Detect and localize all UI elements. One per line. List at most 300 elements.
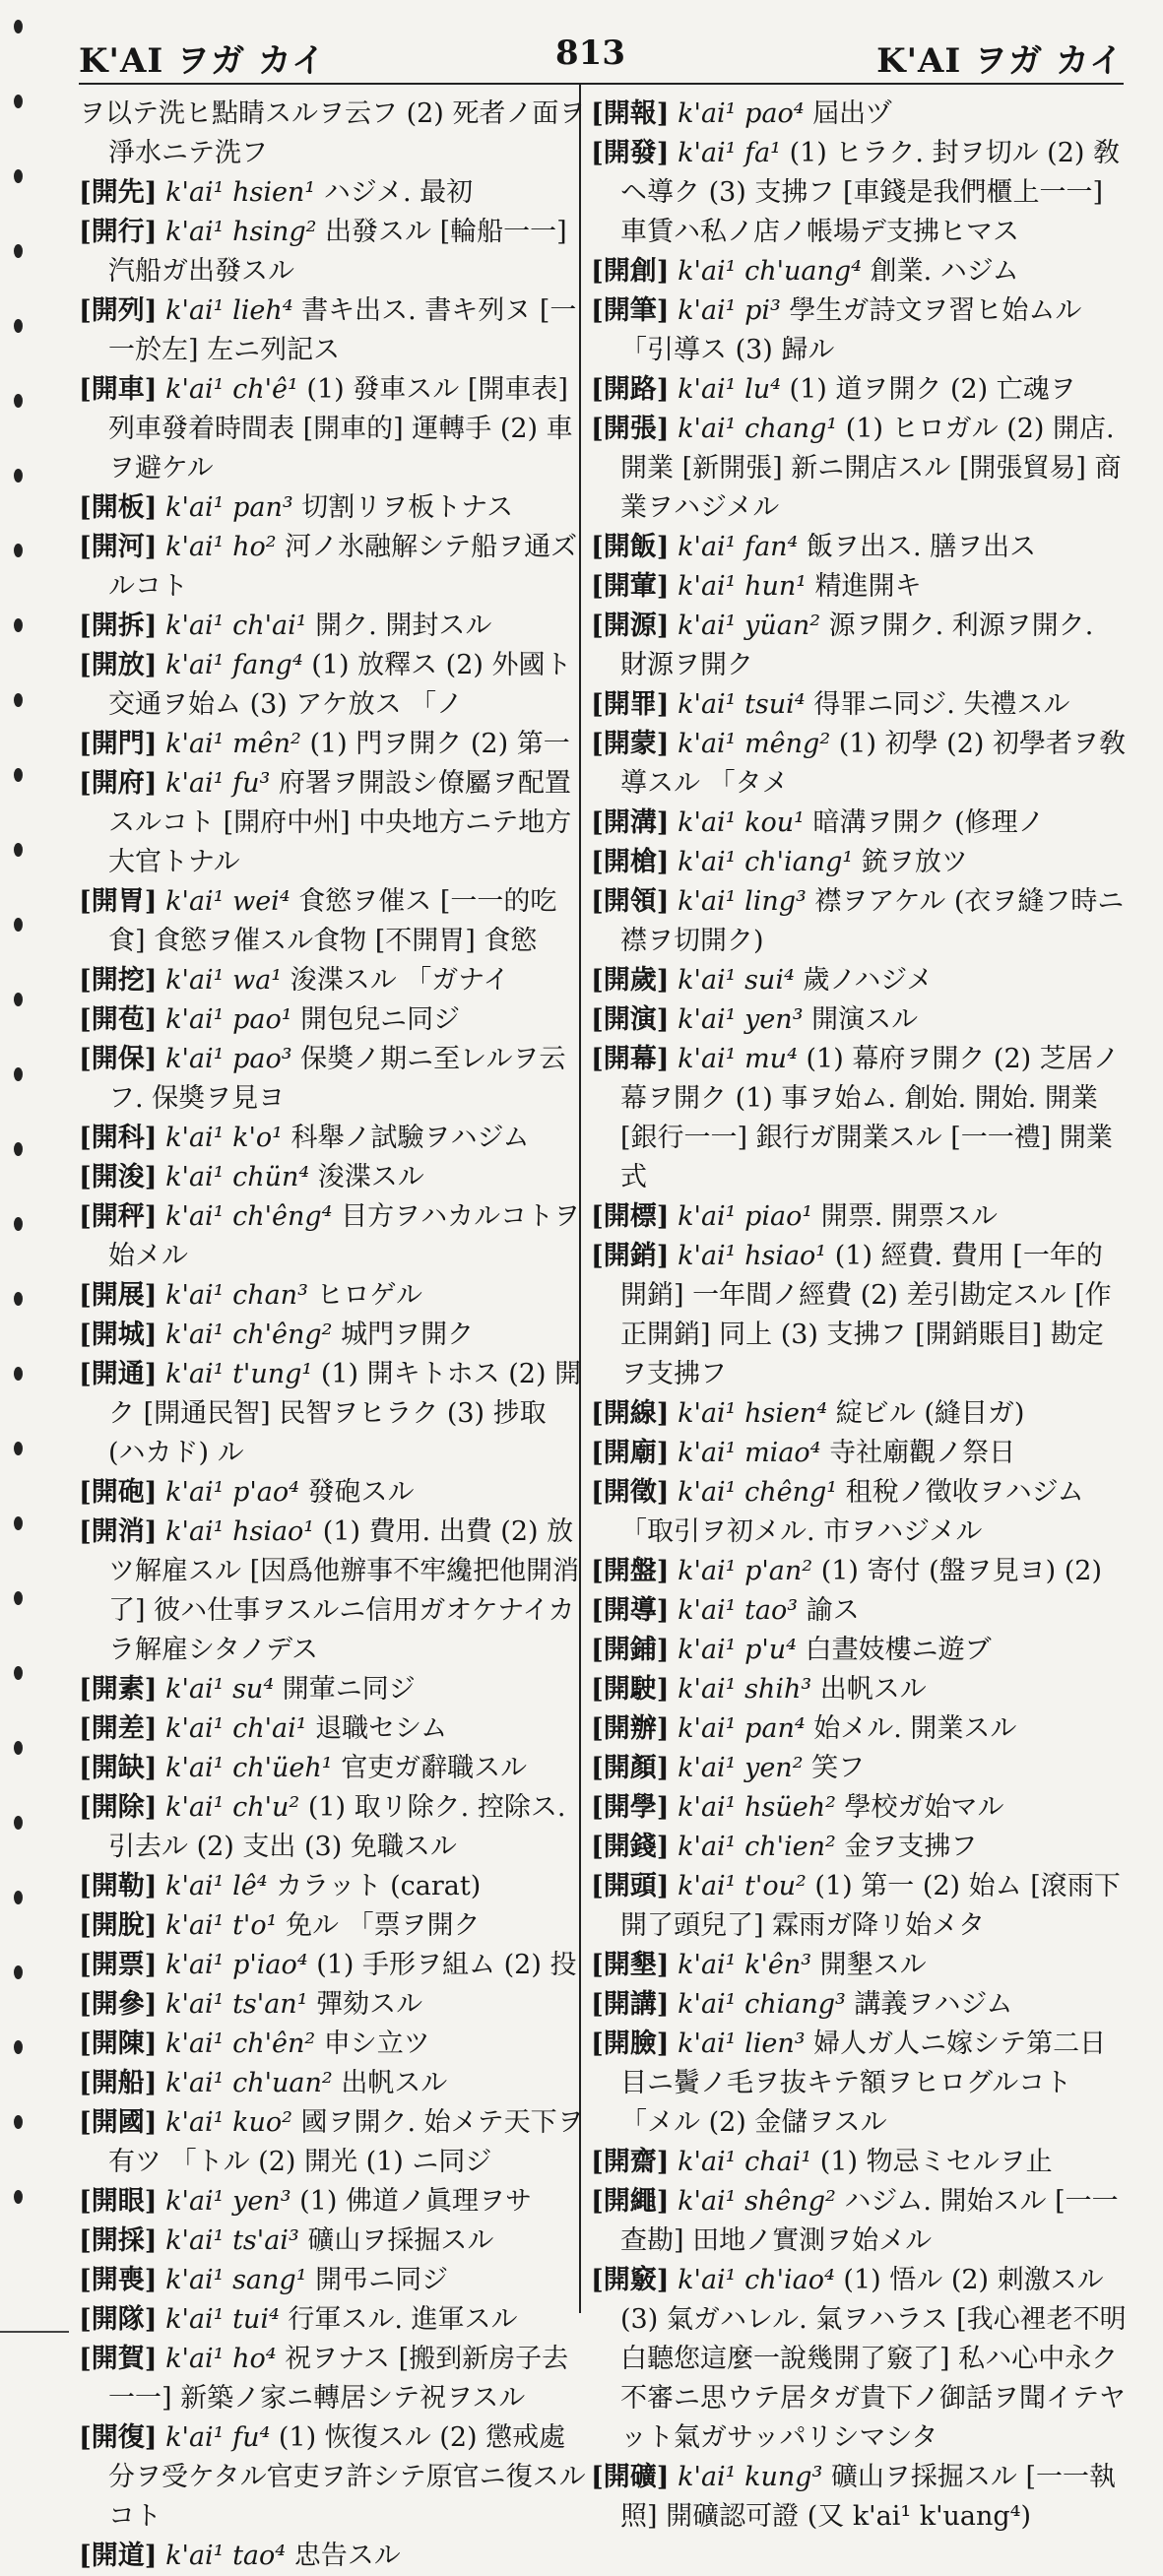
entry-romanization: k'ai¹ shih³ [678,1674,812,1705]
entry-definition: (1) 佛道ノ眞理ヲサ [299,2186,532,2217]
dictionary-entry [591,1631,1128,1670]
margin-dot [14,1442,23,1455]
entry-romanization: k'ai¹ ch'êng² [165,1320,333,1350]
entry-headword: [開府] [79,768,158,799]
entry-romanization: k'ai¹ pao³ [165,1044,292,1074]
dictionary-entry [591,2025,1128,2143]
entry-headword: [開演] [591,1004,670,1035]
entry-headword: [開筆] [591,295,670,326]
entry-definition: (1) 第一 (2) 始ム [滾雨下開了頭兒了] 霖雨ガ降リ始メタ [620,1871,1121,1941]
dictionary-entry [79,1316,591,1355]
entry-definition: 金ヲ支拂フ [844,1832,978,1862]
margin-dot [14,1891,23,1904]
entry-definition: カラット (carat) [276,1871,482,1901]
entry-definition: 婦人ガ人ニ嫁シテ第二日目ニ鬢ノ毛ヲ抜キテ額ヲヒログルコト 「メル (2) 金儲ヲスル [620,2029,1107,2138]
header-rule [79,83,1124,85]
margin-dot [14,1142,23,1156]
entry-headword: [開胃] [79,886,158,917]
entry-definition: 河ノ氷融解シテ船ヲ通ズルコト [108,532,578,602]
entry-romanization: k'ai¹ sang¹ [165,2265,307,2295]
entry-romanization: k'ai¹ yüan² [678,611,821,641]
entry-romanization: k'ai¹ ts'ai³ [165,2225,299,2256]
margin-dot [14,1591,23,1605]
dictionary-entry [79,1946,591,1985]
left-column [79,95,591,2571]
entry-definition: 銃ヲ放ツ [861,847,968,877]
dictionary-entry [591,528,1128,567]
margin-dot [14,469,23,483]
dictionary-entry [591,252,1128,291]
entry-definition: (1) 道ヲ開ク (2) 亡魂ヲ [789,374,1076,405]
entry-definition: 府署ヲ開設シ僚屬ヲ配置スルコト [開府中州] 中央地方ニテ地方大官トナル [108,768,572,877]
entry-headword: [開溝] [591,807,670,838]
entry-definition: 申シ立ツ [323,2029,430,2059]
entry-definition: 行軍スル. 進軍スル [288,2304,518,2335]
margin-dot [14,95,23,108]
entry-headword: [開通] [79,1359,158,1389]
entry-definition: (1) 寄付 (盤ヲ見ヨ) (2) [820,1556,1103,1586]
entry-romanization: k'ai¹ fan⁴ [678,532,799,562]
entry-headword: [開展] [79,1280,158,1311]
entry-romanization: k'ai¹ mu⁴ [678,1044,798,1074]
entry-headword: [開列] [79,295,158,326]
entry-headword: [開消] [79,1516,158,1547]
entry-definition: (1) 初學 (2) 初學者ヲ敎導スル 「タメ [620,729,1126,799]
margin-dot [14,2115,23,2129]
entry-definition: 國ヲ開ク. 始メテ天下ヲ有ツ 「トル (2) 開光 (1) ニ同ジ [108,2107,584,2177]
dictionary-entry [591,134,1128,252]
entry-definition: 創業. ハジム [870,256,1019,287]
entry-headword: [開喪] [79,2265,158,2295]
entry-definition: 浚渫スル 「ガナイ [290,965,510,996]
dictionary-entry [79,1906,591,1946]
dictionary-entry [79,2340,591,2418]
entry-romanization: k'ai¹ yen³ [165,2186,291,2217]
margin-dot [14,1067,23,1081]
entry-romanization: k'ai¹ t'ung¹ [165,1359,313,1389]
entry-definition: 出發スル [輪船一一] 汽船ガ出發スル [108,217,567,287]
entry-romanization: k'ai¹ chang¹ [678,414,838,444]
entry-definition: ハジム. 開始スル [一一查勘] 田地ノ實測ヲ始メル [620,2186,1119,2256]
entry-headword: [開行] [79,217,158,247]
margin-dot [14,244,23,258]
entry-romanization: k'ai¹ k'ên³ [678,1950,812,1980]
entry-romanization: k'ai¹ chün⁴ [165,1162,310,1192]
entry-definition: 暗溝ヲ開ク (修理ノ [812,807,1045,838]
dictionary-entry [591,1946,1128,1985]
entry-headword: [開秤] [79,1201,158,1232]
entry-romanization: k'ai¹ ch'uang⁴ [678,256,862,287]
dictionary-entry [79,1867,591,1906]
entry-definition: 笑フ [811,1753,866,1783]
entry-definition: 開弔ニ同ジ [315,2265,449,2295]
margin-dot [14,1292,23,1306]
entry-romanization: k'ai¹ p'ao⁴ [165,1477,299,1508]
entry-headword: [開導] [591,1595,670,1626]
entry-romanization: k'ai¹ hsien¹ [165,177,316,208]
entry-headword: [開脫] [79,1910,158,1941]
dictionary-entry [79,1000,591,1040]
margin-dot [14,1217,23,1231]
entry-definition: 精進開キ [814,571,922,602]
entry-headword: [開板] [79,492,158,523]
entry-definition: (1) 物忌ミセルヲ止 [819,2147,1053,2177]
entry-definition: 綻ビル (縫目ガ) [835,1398,1025,1429]
entry-romanization: k'ai¹ p'iao⁴ [165,1950,308,1980]
dictionary-entry [79,1158,591,1197]
dictionary-entry [591,804,1128,843]
entry-romanization: k'ai¹ lien³ [678,2029,806,2059]
entry-headword: [開標] [591,1201,670,1232]
entry-definition: (1) 經費. 費用 [一年的開銷] 一年間ノ經費 (2) 差引勘定スル [作正開銷] 同上 (3) 支拂フ [開銷賬目] 勘定ヲ支拂フ [620,1241,1112,1389]
entry-definition: ハジメ. 最初 [323,177,474,208]
entry-romanization: k'ai¹ ch'êng⁴ [165,1201,333,1232]
entry-definition: 礦山ヲ採掘スル [307,2225,494,2256]
dictionary-entry [591,1709,1128,1749]
entry-headword: [開盤] [591,1556,670,1586]
entry-definition: 忠告スル [293,2541,401,2571]
entry-romanization: k'ai¹ fang⁴ [165,650,303,680]
dictionary-entry [591,1197,1128,1237]
dictionary-entry [591,961,1128,1000]
entry-headword: [開發] [591,138,670,168]
entry-definition: 保奬ノ期ニ至レルヲ云フ. 保奬ヲ見ヨ [108,1044,566,1114]
entry-definition: (1) 悟ル (2) 刺激スル (3) 氣ガハレル. 氣ヲハラス [我心裡老不明白聽您這麼一說幾開了竅了] 私ハ心中永ク不審ニ思ウテ居タガ貴下ノ御話ヲ聞イテヤット氣ガサッパリシマシタ [620,2265,1127,2453]
dictionary-entry [79,291,591,370]
entry-definition: (1) 放釋ス (2) 外國ト交通ヲ始ム (3) アケ放ス 「ノ [108,650,572,720]
entry-headword: [開線] [591,1398,670,1429]
entry-headword: [開復] [79,2422,158,2453]
entry-definition: 浚渫スル [317,1162,424,1192]
entry-headword: [開放] [79,650,158,680]
entry-definition: (1) 費用. 出費 (2) 放ツ解雇スル [因爲他辦事不牢纔把他開消了] 彼ハ仕事ヲスルニ信用ガオケナイカラ解雇シタノデス [108,1516,580,1665]
entry-romanization: k'ai¹ mên² [165,729,301,759]
entry-definition: 始メル. 開業スル [813,1713,1017,1744]
dictionary-entry [79,2103,591,2182]
entry-headword: [開錢] [591,1832,670,1862]
entry-romanization: k'ai¹ ch'ên² [165,2029,316,2059]
dictionary-entry [79,961,591,1000]
margin-dot [14,1367,23,1381]
dictionary-entry [79,607,591,646]
entry-romanization: k'ai¹ ling³ [678,886,807,917]
entry-definition: 開票. 開票スル [820,1201,998,1232]
entry-headword: [開勒] [79,1871,158,1901]
dictionary-entry [79,488,591,528]
dictionary-entry [79,1709,591,1749]
entry-definition: 講義ヲハジム [854,1989,1013,2020]
entry-romanization: k'ai¹ kuo² [165,2107,292,2138]
entry-headword: [開河] [79,532,158,562]
dictionary-entry [79,95,591,173]
dictionary-entry [591,95,1128,134]
dictionary-entry [79,2182,591,2222]
dictionary-entry [79,1197,591,1276]
entry-definition: 租稅ノ徵收ヲハジム 「取引ヲ初メル. 市ヲハジメル [620,1477,1084,1547]
entry-definition: 得罪ニ同ジ. 失禮スル [813,689,1070,720]
dictionary-entry [79,2261,591,2300]
entry-definition: 源ヲ開ク. 利源ヲ開ク. 財源ヲ開ク [620,611,1094,680]
dictionary-entry [79,1040,591,1119]
entry-definition: (1) ヒロガル (2) 開店. 開業 [新開張] 新ニ開店スル [開張貿易] 商業ヲハジメル [620,414,1122,523]
dictionary-entry [591,2261,1128,2458]
entry-romanization: k'ai¹ ch'u² [165,1792,300,1823]
dictionary-entry [79,1355,591,1473]
entry-definition: (1) 取リ除ク. 控除ス. 引去ル (2) 支出 (3) 免職スル [108,1792,566,1862]
margin-dot [14,1965,23,1979]
entry-headword: [開徵] [591,1477,670,1508]
margin-dot [14,918,23,932]
entry-romanization: k'ai¹ yen³ [678,1004,804,1035]
right-column [591,95,1128,2532]
page-number: 813 [555,33,625,73]
entry-definition: 開演スル [811,1004,919,1035]
margin-dot [14,20,23,33]
entry-headword: [開源] [591,611,670,641]
entry-definition: 飯ヲ出ス. 膳ヲ出ス [806,532,1037,562]
entry-headword: [開齋] [591,2147,670,2177]
entry-romanization: k'ai¹ ho² [165,532,277,562]
entry-romanization: k'ai¹ ch'uan² [165,2068,333,2098]
entry-definition: 開包兒ニ同ジ [300,1004,461,1035]
entry-definition: 科舉ノ試驗ヲハジム [291,1123,530,1153]
dictionary-entry [591,1828,1128,1867]
entry-romanization: k'ai¹ p'u⁴ [678,1635,797,1665]
margin-dot [14,993,23,1006]
margin-dot [14,693,23,707]
entry-headword: [開苞] [79,1004,158,1035]
dictionary-entry [591,1867,1128,1946]
entry-romanization: k'ai¹ p'an² [678,1556,813,1586]
entry-romanization: k'ai¹ lê⁴ [165,1871,268,1901]
entry-romanization: k'ai¹ yen² [678,1753,804,1783]
entry-romanization: k'ai¹ k'o¹ [165,1123,283,1153]
dictionary-entry [79,725,591,764]
entry-romanization: k'ai¹ hsiao¹ [165,1516,315,1547]
entry-definition: (1) 門ヲ開ク (2) 第一 [309,729,570,759]
entry-definition: (1) 開キトホス (2) 開ク [開通民智] 民智ヲヒラク (3) 捗取 (ハカド) ル [108,1359,582,1468]
dictionary-entry [591,843,1128,882]
entry-headword: [開保] [79,1044,158,1074]
entry-romanization: k'ai¹ pi³ [678,295,781,326]
entry-romanization: k'ai¹ fa¹ [678,138,781,168]
dictionary-entry [79,1119,591,1158]
entry-headword: [開報] [591,98,670,129]
entry-headword: [開賀] [79,2344,158,2374]
entry-headword: [開葷] [591,571,670,602]
entry-romanization: k'ai¹ chiang³ [678,1989,846,2020]
entry-definition: 屆出ヅ [812,98,893,129]
entry-headword: [開鋪] [591,1635,670,1665]
margin-dot [14,1741,23,1755]
entry-definition: 彈劾スル [316,1989,423,2020]
dictionary-entry [79,173,591,213]
entry-romanization: k'ai¹ kou¹ [678,807,805,838]
header-left-guide: K'AI ヲガ カイ [79,41,326,81]
entry-headword: [開幕] [591,1044,670,1074]
dictionary-entry [591,567,1128,607]
entry-definition: 出帆スル [819,1674,927,1705]
entry-romanization: k'ai¹ pan⁴ [678,1713,806,1744]
entry-headword: [開參] [79,1989,158,2020]
entry-romanization: k'ai¹ pan³ [165,492,293,523]
dictionary-entry [591,1591,1128,1631]
entry-headword: [開除] [79,1792,158,1823]
dictionary-entry [591,1000,1128,1040]
margin-dot [14,2040,23,2054]
entry-headword: [開墾] [591,1950,670,1980]
dictionary-entry [79,2300,591,2340]
entry-headword: [開挖] [79,965,158,996]
entry-definition: 出帆スル [341,2068,448,2098]
entry-headword: [開罪] [591,689,670,720]
dictionary-entry [591,1670,1128,1709]
entry-headword: [開船] [79,2068,158,2098]
margin-dot [14,843,23,857]
dictionary-entry [591,410,1128,528]
entry-romanization: k'ai¹ wa¹ [165,965,283,996]
margin-dot [14,544,23,557]
entry-headword: [開臉] [591,2029,670,2059]
entry-headword: [開竅] [591,2265,670,2295]
dictionary-entry [79,2222,591,2261]
entry-headword: [開缺] [79,1753,158,1783]
margin-dot [14,1516,23,1530]
entry-romanization: k'ai¹ shêng² [678,2186,836,2217]
entry-romanization: k'ai¹ tao³ [678,1595,799,1626]
entry-definition: 官吏ガ辭職スル [341,1753,528,1783]
margin-binding-dots [14,20,33,2285]
entry-romanization: k'ai¹ ch'ai¹ [165,611,307,641]
entry-definition: 退職セシム [315,1713,448,1744]
entry-headword: [開票] [79,1950,158,1980]
entry-headword: [開先] [79,177,158,208]
entry-romanization: k'ai¹ ts'an¹ [165,1989,308,2020]
dictionary-entry [79,2418,591,2537]
entry-definition: 食慾ヲ催ス [一一的吃食] 食慾ヲ催スル食物 [不開胃] 食慾 [108,886,557,956]
dictionary-entry [79,646,591,725]
entry-romanization: k'ai¹ t'ou² [678,1871,807,1901]
entry-headword: [開科] [79,1123,158,1153]
entry-headword: [開浚] [79,1162,158,1192]
dictionary-entry [79,764,591,882]
entry-headword: [開國] [79,2107,158,2138]
dictionary-entry [79,370,591,488]
entry-definition: 發砲スル [307,1477,415,1508]
entry-headword: [開飯] [591,532,670,562]
entry-headword: [開歲] [591,965,670,996]
entry-romanization: k'ai¹ mêng² [678,729,831,759]
entry-romanization: k'ai¹ lu⁴ [678,374,781,405]
entry-definition: 諭ス [806,1595,860,1626]
entry-romanization: k'ai¹ fu³ [165,768,271,799]
entry-headword: [開顏] [591,1753,670,1783]
margin-dot [14,394,23,408]
entry-definition: 寺社廟觀ノ祭日 [829,1438,1016,1468]
entry-headword: [開車] [79,374,158,405]
entry-romanization: k'ai¹ ch'ien² [678,1832,836,1862]
entry-headword: [開繩] [591,2186,670,2217]
margin-dot [14,618,23,632]
entry-romanization: k'ai¹ ch'ai¹ [165,1713,307,1744]
margin-dot [14,2190,23,2204]
dictionary-entry [591,2143,1128,2182]
header-right-guide: K'AI ヲガ カイ [876,41,1124,81]
entry-definition: 開葷ニ同ジ [282,1674,416,1705]
entry-headword: [開城] [79,1320,158,1350]
dictionary-entry [591,1040,1128,1197]
entry-definition: ヲ以テ洗ヒ點睛スルヲ云フ (2) 死者ノ面ヲ淨水ニテ洗フ [79,98,586,168]
dictionary-entry [591,370,1128,410]
entry-romanization: k'ai¹ tui⁴ [165,2304,280,2335]
entry-definition: (1) 發車スル [開車表] 列車發着時間表 [開車的] 運轉手 (2) 車ヲ避ケル [108,374,573,483]
entry-romanization: k'ai¹ hsien⁴ [678,1398,828,1429]
dictionary-entry [79,1749,591,1788]
dictionary-entry [79,1670,591,1709]
entry-romanization: k'ai¹ chai¹ [678,2147,812,2177]
dictionary-entry [591,882,1128,961]
entry-romanization: k'ai¹ ch'üeh¹ [165,1753,333,1783]
entry-romanization: k'ai¹ kung³ [678,2462,823,2492]
entry-romanization: k'ai¹ wei⁴ [165,886,291,917]
entry-romanization: k'ai¹ ch'iang¹ [678,847,854,877]
dictionary-entry [79,882,591,961]
entry-headword: [開廟] [591,1438,670,1468]
entry-headword: [開駛] [591,1674,670,1705]
dictionary-entry [591,1394,1128,1434]
entry-romanization: k'ai¹ fu⁴ [165,2422,271,2453]
dictionary-entry [79,1788,591,1867]
entry-definition: 礦山ヲ採掘スル [一一執照] 開礦認可證 (又 k'ai¹ k'uang⁴) [620,2462,1117,2532]
entry-romanization: k'ai¹ piao¹ [678,1201,813,1232]
entry-headword: [開素] [79,1674,158,1705]
column-divider [579,85,581,2313]
entry-definition: 開墾スル [819,1950,927,1980]
entry-headword: [開銷] [591,1241,670,1271]
entry-definition: 祝ヲナス [搬到新房子去一一] 新築ノ家ニ轉居シテ祝ヲスル [108,2344,569,2414]
dictionary-entry [591,291,1128,370]
entry-definition: (1) 幕府ヲ開ク (2) 芝居ノ幕ヲ開ク (1) 事ヲ始ム. 創始. 開始. 開業 [銀行一一] 銀行ガ開業スル [一一禮] 開業式 [620,1044,1120,1192]
entry-definition: 目方ヲハカルコトヲ始メル [108,1201,581,1271]
entry-romanization: k'ai¹ ch'ê¹ [165,374,298,405]
dictionary-entry [591,725,1128,804]
dictionary-entry [591,1552,1128,1591]
entry-definition: 學校ガ始マル [844,1792,1004,1823]
dictionary-entry [591,1749,1128,1788]
entry-definition: 白晝妓樓ニ遊ブ [805,1635,992,1665]
entry-romanization: k'ai¹ ch'iao⁴ [678,2265,835,2295]
dictionary-entry [591,1788,1128,1828]
entry-headword: [開道] [79,2541,158,2571]
margin-dot [14,319,23,333]
dictionary-entry [591,1473,1128,1552]
dictionary-entry [591,1434,1128,1473]
entry-definition: ヒロゲル [316,1280,422,1311]
entry-definition: (1) ヒラク. 封ヲ切ル (2) 敎ヘ導ク (3) 支拂フ [車錢是我們櫃上一一] 車賃ハ私ノ店ノ帳場デ支拂ヒマス [620,138,1120,247]
dictionary-entry [79,1513,591,1670]
entry-definition: 書キ出ス. 書キ列ヌ [一一於左] 左ニ列記ス [108,295,577,365]
entry-romanization: k'ai¹ pao⁴ [678,98,805,129]
dictionary-entry [79,2064,591,2103]
entry-definition: 城門ヲ開ク [341,1320,475,1350]
entry-headword: [開採] [79,2225,158,2256]
margin-dot [14,1816,23,1830]
entry-headword: [開講] [591,1989,670,2020]
entry-headword: [開陳] [79,2029,158,2059]
entry-definition: 切割リヲ板トナス [301,492,514,523]
entry-headword: [開礦] [591,2462,670,2492]
dictionary-entry [79,2025,591,2064]
